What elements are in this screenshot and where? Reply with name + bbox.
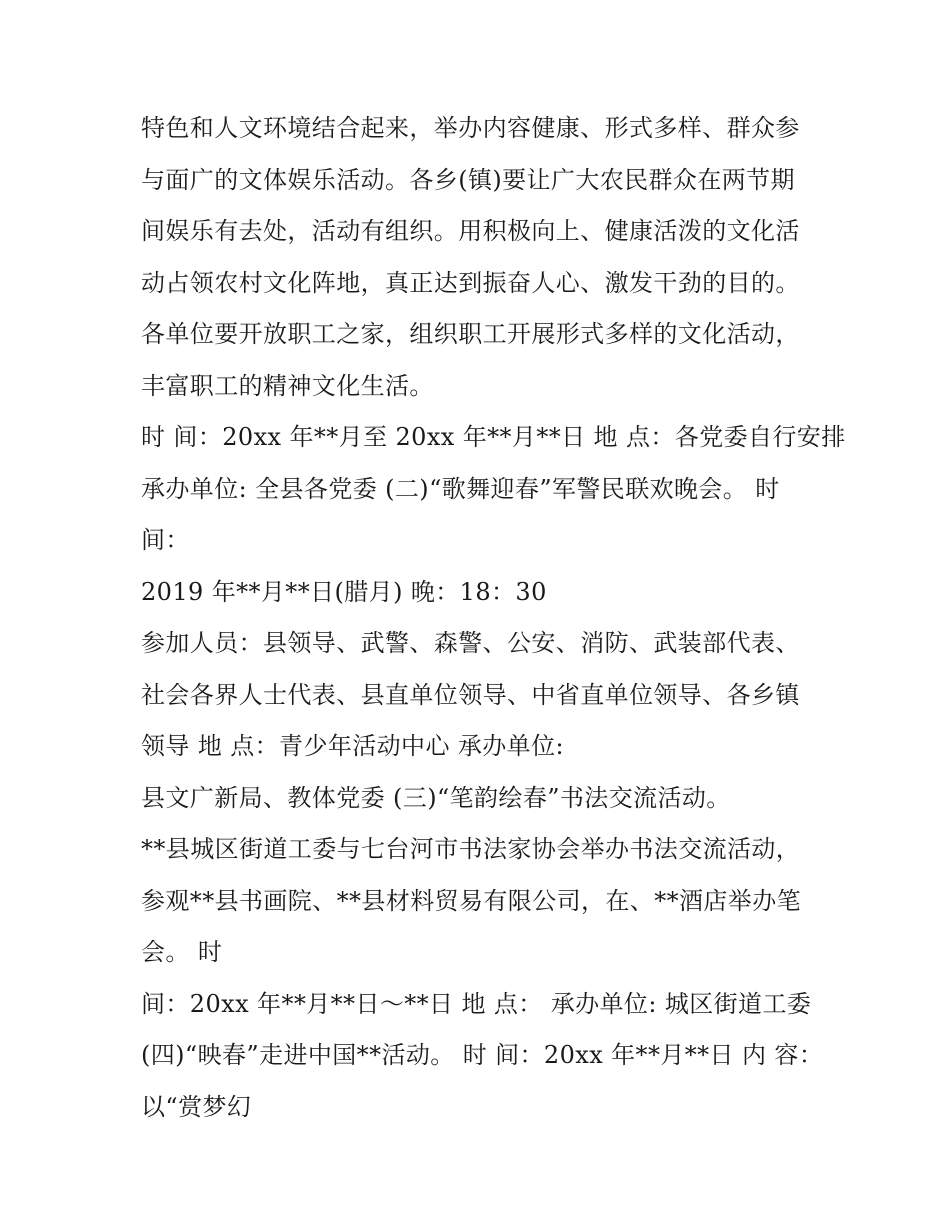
- text-line: 丰富职工的精神文化生活。: [141, 371, 434, 400]
- text-line: 时 间：20xx 年**月至 20xx 年**月**日 地 点：各党委自行安排: [141, 423, 846, 451]
- text-line: **县城区街道工委与七台河市书法家协会举办书法交流活动，: [141, 835, 801, 863]
- text-line: 县文广新局、教体党委 (三)“笔韵绘春”书法交流活动。: [141, 783, 731, 812]
- text-line: 会。 时: [141, 938, 223, 966]
- text-line: 承办单位: 全县各党委 (二)“歌舞迎春”军警民联欢晚会。 时: [141, 474, 780, 503]
- text-line: (四)“映春”走进中国**活动。 时 间：20xx 年**月**日 内 容：: [141, 1041, 824, 1069]
- text-line: 参观**县书画院、**县材料贸易有限公司，在、**酒店举办笔: [141, 886, 801, 915]
- text-line: 间：20xx 年**月**日～**日 地 点： 承办单位: 城区街道工委: [141, 989, 812, 1018]
- text-line: 间：: [141, 526, 190, 554]
- text-line: 动占领农村文化阵地，真正达到振奋人心、激发干劲的目的。: [141, 268, 800, 297]
- text-line: 间娱乐有去处，活动有组织。用积极向上、健康活泼的文化活: [141, 217, 800, 245]
- text-line: 领导 地 点：青少年活动中心 承办单位:: [141, 732, 564, 760]
- text-line: 社会各界人士代表、县直单位领导、中省直单位领导、各乡镇: [141, 680, 800, 709]
- text-line: 特色和人文环境结合起来，举办内容健康、形式多样、群众参: [141, 114, 800, 142]
- text-line: 以“赏梦幻: [141, 1092, 252, 1121]
- body-text: [141, 103, 846, 1133]
- text-line: 2019 年**月**日(腊月) 晚：18：30: [141, 577, 547, 606]
- text-line: 各单位要开放职工之家，组织职工开展形式多样的文化活动，: [141, 320, 800, 348]
- text-line: 与面广的文体娱乐活动。各乡(镇)要让广大农民群众在两节期: [141, 165, 795, 194]
- text-line: 参加人员：县领导、武警、森警、公安、消防、武装部代表、: [141, 629, 800, 657]
